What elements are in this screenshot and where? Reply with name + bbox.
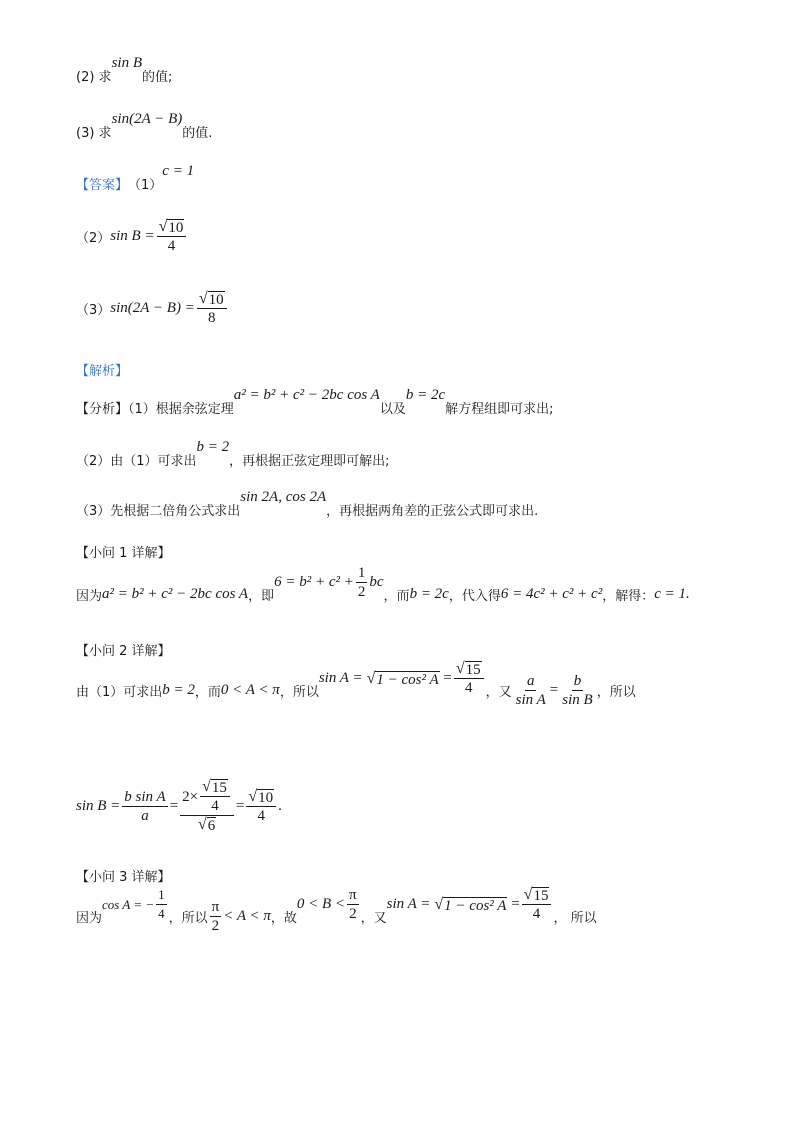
sub2-eq-compound-fraction: 2× √ 15 4 √ 6 [180,778,234,834]
sub2-eq-n2-den: 4 [211,798,219,814]
sub3-t2: ，所以 [168,911,208,926]
sub3-m2-den: 2 [211,918,220,934]
answer-p2-label: （2） [76,231,111,246]
sub1-m2 [274,564,383,601]
analysis-l1-m1: a² = b² + c² − 2bc cos A [233,387,380,403]
sub1-m2-num: 1 [357,565,366,581]
sub3-m4-rad: 1 − cos² A [444,897,507,914]
sub2-m3-lhs: sin A = [318,670,363,686]
sub2-header [76,640,171,659]
sub3-m2: < A < π [223,908,271,924]
sub3-m1-den: 4 [158,906,165,921]
sub3-t4: ，又 [360,911,387,926]
sub1-m1: a² = b² + c² − 2bc cos A [102,586,249,602]
sub3-m4-num: 15 [533,888,549,904]
answer-p1-label: （1） [128,178,163,193]
sub1-m2b: bc [369,574,384,590]
answer-line-2 [76,218,188,255]
sub3-m2-num: π [211,899,220,915]
analysis-line-2 [76,439,390,469]
sub3-m3-num: π [349,887,357,903]
sub2-eq-n2-rad: 15 [211,780,227,796]
answer-line-3 [76,290,229,327]
q2-prefix: (2) 求 [76,70,112,85]
sub3-header-text: 【小问 3 详解】 [76,870,171,885]
sub1-t1: 因为 [76,589,103,604]
sub2-t2: ，而 [194,685,221,700]
sub3-m4: sin A = √ 1 − cos² A = √ 15 4 [387,886,554,923]
sub2-equation: sin B = $\frac{\text{b sin A}}{a}$ = 2× √ 15 4 √ 6 = √ 10 4 . [76,778,282,834]
analysis-tag: 【解析】 [76,364,129,379]
sub3-header [76,866,171,885]
answer-p2-fraction: √ 10 4 [157,218,187,255]
sub1-m5: c = 1. [654,586,690,602]
answer-p2-den: 4 [167,238,176,254]
answer-tag: 【答案】 [76,178,129,193]
analysis-l3-a: （3）先根据二倍角公式求出 [76,504,241,519]
sub3-m4-den: 4 [532,906,541,922]
sub3-t5: ， 所以 [553,911,597,926]
sub3-m1-num: 1 [156,886,167,905]
sub2-t3: ，所以 [279,685,319,700]
analysis-l1-b: 以及 [379,402,406,417]
sub3-m3-lhs: 0 < B < [296,896,346,912]
sub3-m4-lhs: sin A = [386,896,431,912]
sub2-eq-end: . [278,797,282,814]
sub2-eq-n3-rad: 10 [258,789,274,806]
sub3-m3 [297,886,361,923]
analysis-l1-m2: b = 2c [405,387,446,403]
sub2-t1: 由（1）可求出 [76,685,163,700]
sub3-line [76,886,597,935]
sub1-m3: b = 2c [409,586,449,602]
sub3-m1 [102,886,169,923]
analysis-l3-b: ，再根据两角差的正弦公式即可求出. [326,504,539,519]
question-2 [76,55,173,85]
sub2-m4-d2: sin B [562,692,593,708]
sub1-m2-den: 2 [357,584,366,600]
sub3-m3-den: 2 [349,906,357,922]
q3-prefix: (3) 求 [76,126,112,141]
sub1-m4: 6 = 4c² + c² + c² [500,586,603,602]
sub2-eq-d2-rad: 6 [207,818,216,834]
sub2-line: 由（1）可求出 b = 2 ，而 0 < A < π ，所以 sin A = √ 1 − cos² A = √ 15 4 ，又 $\frac{a}{\text{sin A}}$ = $\frac{b}{\text{sin B}}$ ，所以 [76,660,636,708]
q3-suffix: 的值. [182,126,213,141]
sub2-m1: b = 2 [162,682,195,698]
analysis-l1-a: 【分析】（1）根据余弦定理 [76,402,234,417]
sub2-m3: sin A = √ 1 − cos² A = √ 15 4 [319,660,486,697]
answer-line-1 [76,163,195,193]
q2-math: sin B [111,55,142,71]
sub2-eq-n1: b sin A [124,788,166,805]
sub1-m2a: 6 = b² + c² + [274,574,354,590]
sub3-t3: ，故 [270,911,297,926]
analysis-line-3 [76,489,539,519]
analysis-line-1 [76,387,554,417]
sub1-header-text: 【小问 1 详解】 [76,546,171,561]
analysis-l2-a: （2）由（1）可求出 [76,454,197,469]
sub2-m3-num: 15 [465,662,481,678]
sub1-t5: ，解得： [602,589,655,604]
question-3 [76,111,213,141]
analysis-l3-m: sin 2A, cos 2A [240,489,327,505]
answer-p3-den: 8 [207,310,216,326]
sub1-t2: ，即 [248,589,275,604]
sub2-header-text: 【小问 2 详解】 [76,644,171,659]
sub2-eq-d1: a [141,807,149,824]
answer-p3-fraction: √ 10 8 [197,290,227,327]
sub2-eq-n2-pre: 2× [182,788,199,805]
sub2-m4-n2: b [573,673,582,689]
analysis-header [76,360,128,379]
answer-p2-lhs: sin B = [110,228,155,244]
answer-p3-lhs: sin(2A − B) = [110,300,195,316]
q2-suffix: 的值; [141,70,173,85]
answer-p3-num: 10 [208,292,224,308]
analysis-l2-m: b = 2 [196,439,230,455]
sub2-t5: ，所以 [596,685,636,700]
answer-p3-label: （3） [76,303,111,318]
sub2-m3-den: 4 [464,680,473,696]
sub2-m4-d1: sin A [515,692,546,708]
sub2-m4-n1: a [526,673,535,689]
analysis-l2-b: ，再根据正弦定理即可解出; [229,454,390,469]
analysis-l1-c: 解方程组即可求出; [445,402,554,417]
sub1-header [76,542,171,561]
sub2-m2: 0 < A < π [220,682,280,698]
sub2-eq-lhs: sin B = [76,797,121,814]
answer-p1-math: c = 1 [162,163,195,179]
sub3-t1: 因为 [76,911,103,926]
sub1-t3: ，而 [383,589,410,604]
sub1-t4: ，代入得 [448,589,501,604]
sub2-eq-d3: 4 [257,807,266,824]
sub1-line [76,565,690,613]
sub3-m1-lhs: cos A = − [102,896,155,912]
sub2-m3-rad: 1 − cos² A [376,671,439,688]
answer-p2-num: 10 [168,220,184,236]
sub2-t4: ，又 [485,685,512,700]
q3-math: sin(2A − B) [111,111,183,127]
